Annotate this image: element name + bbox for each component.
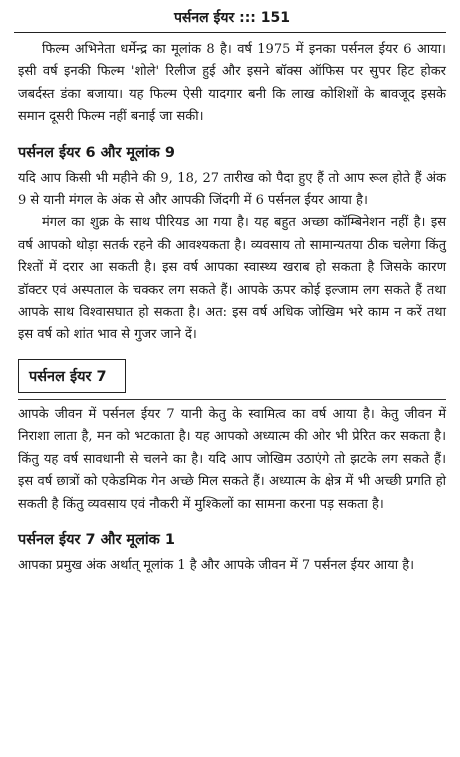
running-header: पर्सनल ईयर ::: 151 (173, 10, 291, 26)
section2-paragraph-1: आपके जीवन में पर्सनल ईयर 7 यानी केतु के स्वामित्व का वर्ष आया है। केतु जीवन में निराशा लाता है, मन को भटकाता है। यह आपको अध्यात्म की ओर भी प्रेरित कर सकता है। किंतु यह वर्ष सावधानी से चलने का है। यदि आप जोखिम उठाएंगे तो झटके लग सकते हैं। इस वर्ष छात्रों को एकेडमिक गेन अच्छे मिल सकते हैं। अध्यात्म के क्षेत्र में भी अच्छी प्रगति हो सकती है किंतु व्यवसाय एवं नौकरी में मुश्किलों का सामना करना पड़ सकता है। (18, 406, 446, 512)
section-heading-year6-mulank9: पर्सनल ईयर 6 और मूलांक 9 (18, 144, 175, 161)
header-rule (14, 32, 446, 33)
section-heading-year7-mulank1: पर्सनल ईयर 7 और मूलांक 1 (18, 531, 175, 548)
section1-paragraph-1: यदि आप किसी भी महीने की 9, 18, 27 तारीख को पैदा हुए हैं तो आप रूल होते हैं अंक 9 से यानी मंगल के अंक से और आपकी जिंदगी में 6 पर्सनल ईयर आया है। (18, 170, 446, 209)
section3-paragraph-1: आपका प्रमुख अंक अर्थात् मूलांक 1 है और आपके जीवन में 7 पर्सनल ईयर आया है। (18, 557, 415, 573)
boxed-heading-wrapper (18, 347, 446, 399)
intro-paragraph: फिल्म अभिनेता धर्मेन्द्र का मूलांक 8 है। वर्ष 1975 में इनका पर्सनल ईयर 6 आया। इसी वर्ष इनकी फिल्म 'शोले' रिलीज हुई और इसने बॉक्स ऑफिस पर सुपर हिट होकर जबर्दस्त डंका बजाया। यह फिल्म ऐसी यादगार बनी कि लाख कोशिशों के बावजूद इसके समान दूसरी फिल्म नहीं बनाई जा सकी। (18, 42, 446, 125)
section1-paragraph-2: मंगल का शुक्र के साथ पीरियड आ गया है। यह बहुत अच्छा कॉम्बिनेशन नहीं है। इस वर्ष आपको थोड़ा सतर्क रहने की आवश्यकता है। व्यवसाय तो सामान्यतया ठीक चलेगा किंतु रिश्तों में दरार आ सकती है। इस वर्ष आपका स्वास्थ्य खराब हो सकता है जिसके कारण डॉक्टर एवं अस्पताल के चक्कर लग सकते हैं। आपके ऊपर कोई इल्जाम लग सकते हैं तथा आपके साथ विश्वासघात हो सकता है। अत: इस वर्ष अधिक जोखिम भरे काम न करें तथा इस वर्ष को शांत भाव से गुजर जाने दें। (18, 215, 446, 343)
section-rule (18, 399, 446, 400)
boxed-section-heading-year7: पर्सनल ईयर 7 (18, 359, 126, 393)
